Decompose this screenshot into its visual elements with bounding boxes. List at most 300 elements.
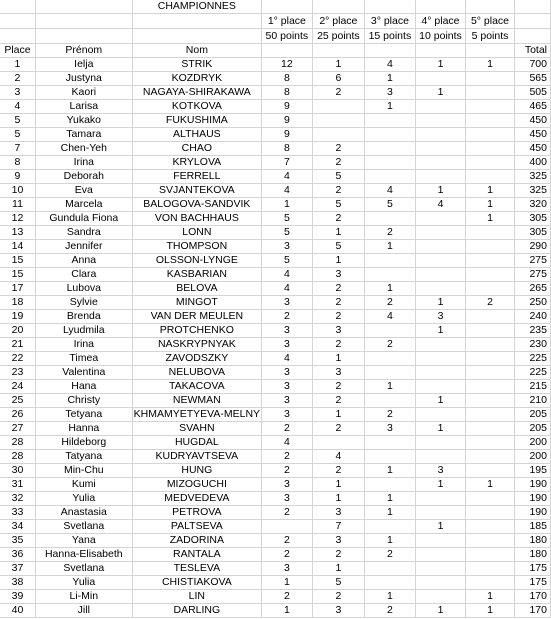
second-place-count-cell[interactable]: 3 — [312, 366, 364, 380]
first-place-count-cell[interactable]: 3 — [262, 408, 313, 422]
fifth-place-count-cell[interactable] — [466, 492, 514, 506]
first-name-cell[interactable]: Kumi — [35, 478, 132, 492]
last-name-cell[interactable]: NASKRYPNYAK — [132, 338, 261, 352]
second-place-count-cell[interactable]: 2 — [312, 282, 364, 296]
total-cell[interactable]: 205 — [514, 408, 550, 422]
third-place-count-cell[interactable]: 3 — [365, 422, 416, 436]
total-cell[interactable]: 505 — [514, 86, 550, 100]
place-cell[interactable]: 21 — [0, 338, 35, 352]
third-place-count-cell[interactable]: 5 — [365, 198, 416, 212]
first-place-count-cell[interactable] — [262, 520, 313, 534]
first-place-count-cell[interactable]: 3 — [262, 394, 313, 408]
third-place-count-cell[interactable]: 1 — [365, 282, 416, 296]
first-name-cell[interactable]: Chen-Yeh — [35, 142, 132, 156]
cell-blank[interactable] — [0, 14, 35, 29]
fourth-place-count-cell[interactable] — [415, 226, 466, 240]
place-header-1[interactable]: 1° place — [262, 14, 313, 29]
total-cell[interactable]: 565 — [514, 72, 550, 86]
place-cell[interactable]: 4 — [0, 100, 35, 114]
second-place-count-cell[interactable]: 5 — [312, 198, 364, 212]
place-cell[interactable]: 34 — [0, 520, 35, 534]
last-name-cell[interactable]: LIN — [132, 590, 261, 604]
cell-blank[interactable] — [35, 29, 132, 44]
first-place-count-cell[interactable]: 4 — [262, 184, 313, 198]
fourth-place-count-cell[interactable]: 3 — [415, 464, 466, 478]
first-name-cell[interactable]: Min-Chu — [35, 464, 132, 478]
fifth-place-count-cell[interactable] — [466, 254, 514, 268]
fourth-place-count-cell[interactable] — [415, 436, 466, 450]
fifth-place-count-cell[interactable]: 1 — [466, 212, 514, 226]
first-name-cell[interactable]: Larisa — [35, 100, 132, 114]
fourth-place-count-cell[interactable] — [415, 352, 466, 366]
last-name-cell[interactable]: KASBARIAN — [132, 268, 261, 282]
fifth-place-count-cell[interactable]: 1 — [466, 198, 514, 212]
last-name-cell[interactable]: BELOVA — [132, 282, 261, 296]
place-cell[interactable]: 36 — [0, 548, 35, 562]
second-place-count-cell[interactable] — [312, 114, 364, 128]
fifth-place-count-cell[interactable] — [466, 156, 514, 170]
second-place-count-cell[interactable]: 1 — [312, 352, 364, 366]
fifth-place-count-cell[interactable] — [466, 450, 514, 464]
first-place-count-cell[interactable]: 1 — [262, 576, 313, 590]
first-name-cell[interactable]: Jennifer — [35, 240, 132, 254]
fourth-place-count-cell[interactable] — [415, 170, 466, 184]
third-place-count-cell[interactable] — [365, 114, 416, 128]
fifth-place-count-cell[interactable] — [466, 268, 514, 282]
last-name-column-header[interactable]: Nom — [132, 44, 261, 58]
last-name-cell[interactable]: KOZDRYK — [132, 72, 261, 86]
second-place-count-cell[interactable]: 2 — [312, 380, 364, 394]
fourth-place-count-cell[interactable] — [415, 282, 466, 296]
fourth-place-count-cell[interactable] — [415, 506, 466, 520]
fourth-place-count-cell[interactable]: 1 — [415, 422, 466, 436]
first-name-cell[interactable]: Marcela — [35, 198, 132, 212]
cell-blank[interactable] — [365, 44, 416, 58]
place-cell[interactable]: 27 — [0, 422, 35, 436]
first-place-count-cell[interactable]: 4 — [262, 268, 313, 282]
place-cell[interactable]: 7 — [0, 142, 35, 156]
place-cell[interactable]: 9 — [0, 170, 35, 184]
first-place-count-cell[interactable]: 4 — [262, 436, 313, 450]
fifth-place-count-cell[interactable] — [466, 114, 514, 128]
total-cell[interactable]: 180 — [514, 534, 550, 548]
first-place-count-cell[interactable]: 5 — [262, 254, 313, 268]
last-name-cell[interactable]: ZADORINA — [132, 534, 261, 548]
first-name-cell[interactable]: Tetyana — [35, 408, 132, 422]
last-name-cell[interactable]: ALTHAUS — [132, 128, 261, 142]
last-name-cell[interactable]: HUNG — [132, 464, 261, 478]
third-place-count-cell[interactable]: 4 — [365, 310, 416, 324]
fifth-place-count-cell[interactable] — [466, 408, 514, 422]
last-name-cell[interactable]: MIZOGUCHI — [132, 478, 261, 492]
total-cell[interactable]: 400 — [514, 156, 550, 170]
third-place-count-cell[interactable]: 2 — [365, 296, 416, 310]
fourth-place-count-cell[interactable] — [415, 100, 466, 114]
second-place-count-cell[interactable]: 2 — [312, 184, 364, 198]
total-cell[interactable]: 240 — [514, 310, 550, 324]
fourth-place-count-cell[interactable]: 4 — [415, 198, 466, 212]
second-place-count-cell[interactable]: 2 — [312, 310, 364, 324]
fourth-place-count-cell[interactable]: 1 — [415, 324, 466, 338]
total-cell[interactable]: 290 — [514, 240, 550, 254]
third-place-count-cell[interactable]: 1 — [365, 590, 416, 604]
second-place-count-cell[interactable]: 7 — [312, 520, 364, 534]
first-place-count-cell[interactable]: 2 — [262, 548, 313, 562]
place-cell[interactable]: 40 — [0, 604, 35, 618]
third-place-count-cell[interactable]: 1 — [365, 240, 416, 254]
total-cell[interactable]: 190 — [514, 492, 550, 506]
first-place-count-cell[interactable]: 9 — [262, 114, 313, 128]
fourth-place-count-cell[interactable] — [415, 408, 466, 422]
total-cell[interactable]: 700 — [514, 58, 550, 72]
first-name-cell[interactable]: Irina — [35, 338, 132, 352]
second-place-count-cell[interactable]: 5 — [312, 240, 364, 254]
third-place-count-cell[interactable] — [365, 268, 416, 282]
first-place-count-cell[interactable]: 4 — [262, 282, 313, 296]
cell-blank[interactable] — [0, 0, 35, 14]
cell-blank[interactable] — [35, 0, 132, 14]
third-place-count-cell[interactable] — [365, 450, 416, 464]
first-place-count-cell[interactable]: 3 — [262, 296, 313, 310]
last-name-cell[interactable]: VON BACHHAUS — [132, 212, 261, 226]
third-place-count-cell[interactable] — [365, 170, 416, 184]
last-name-cell[interactable]: PALTSEVA — [132, 520, 261, 534]
first-name-cell[interactable]: Lyudmila — [35, 324, 132, 338]
third-place-count-cell[interactable]: 1 — [365, 72, 416, 86]
third-place-count-cell[interactable] — [365, 352, 416, 366]
first-place-count-cell[interactable]: 8 — [262, 142, 313, 156]
second-place-count-cell[interactable]: 2 — [312, 156, 364, 170]
total-cell[interactable]: 250 — [514, 296, 550, 310]
first-place-count-cell[interactable]: 3 — [262, 562, 313, 576]
last-name-cell[interactable]: MEDVEDEVA — [132, 492, 261, 506]
place-cell[interactable]: 3 — [0, 86, 35, 100]
first-place-count-cell[interactable]: 3 — [262, 324, 313, 338]
place-cell[interactable]: 8 — [0, 156, 35, 170]
first-place-count-cell[interactable]: 2 — [262, 590, 313, 604]
fourth-place-count-cell[interactable] — [415, 590, 466, 604]
total-cell[interactable]: 190 — [514, 478, 550, 492]
fourth-place-count-cell[interactable] — [415, 366, 466, 380]
second-place-count-cell[interactable]: 4 — [312, 450, 364, 464]
third-place-count-cell[interactable]: 1 — [365, 534, 416, 548]
place-cell[interactable]: 30 — [0, 464, 35, 478]
place-cell[interactable]: 32 — [0, 492, 35, 506]
last-name-cell[interactable]: BALOGOVA-SANDVIK — [132, 198, 261, 212]
fifth-place-count-cell[interactable] — [466, 562, 514, 576]
first-name-cell[interactable]: Anastasia — [35, 506, 132, 520]
total-cell[interactable]: 305 — [514, 212, 550, 226]
second-place-count-cell[interactable]: 2 — [312, 464, 364, 478]
cell-blank[interactable] — [312, 44, 364, 58]
place-cell[interactable]: 15 — [0, 268, 35, 282]
first-name-cell[interactable]: Timea — [35, 352, 132, 366]
fifth-place-count-cell[interactable] — [466, 394, 514, 408]
third-place-count-cell[interactable]: 4 — [365, 184, 416, 198]
first-name-cell[interactable]: Deborah — [35, 170, 132, 184]
fourth-place-count-cell[interactable]: 1 — [415, 296, 466, 310]
first-name-cell[interactable]: Yulia — [35, 576, 132, 590]
fourth-place-count-cell[interactable] — [415, 156, 466, 170]
cell-blank[interactable] — [0, 29, 35, 44]
first-place-count-cell[interactable]: 3 — [262, 380, 313, 394]
last-name-cell[interactable]: MINGOT — [132, 296, 261, 310]
last-name-cell[interactable]: PROTCHENKO — [132, 324, 261, 338]
first-place-count-cell[interactable]: 12 — [262, 58, 313, 72]
cell-blank[interactable] — [365, 0, 416, 14]
first-place-count-cell[interactable]: 2 — [262, 422, 313, 436]
fifth-place-count-cell[interactable] — [466, 226, 514, 240]
fifth-place-count-cell[interactable] — [466, 240, 514, 254]
total-cell[interactable]: 190 — [514, 506, 550, 520]
second-place-count-cell[interactable]: 1 — [312, 492, 364, 506]
third-place-count-cell[interactable] — [365, 478, 416, 492]
fifth-place-count-cell[interactable] — [466, 310, 514, 324]
fourth-place-count-cell[interactable] — [415, 492, 466, 506]
place-cell[interactable]: 28 — [0, 450, 35, 464]
total-cell[interactable]: 210 — [514, 394, 550, 408]
total-cell[interactable]: 450 — [514, 142, 550, 156]
third-place-count-cell[interactable]: 1 — [365, 506, 416, 520]
last-name-cell[interactable]: DARLING — [132, 604, 261, 618]
first-place-count-cell[interactable]: 5 — [262, 226, 313, 240]
second-place-count-cell[interactable]: 5 — [312, 576, 364, 590]
cell-blank[interactable] — [132, 14, 261, 29]
second-place-count-cell[interactable]: 2 — [312, 548, 364, 562]
fifth-place-count-cell[interactable] — [466, 352, 514, 366]
last-name-cell[interactable]: TAKACOVA — [132, 380, 261, 394]
fifth-place-count-cell[interactable] — [466, 520, 514, 534]
last-name-cell[interactable]: SVJANTEKOVA — [132, 184, 261, 198]
first-place-count-cell[interactable]: 1 — [262, 604, 313, 618]
place-cell[interactable]: 23 — [0, 366, 35, 380]
cell-blank[interactable] — [132, 29, 261, 44]
place-cell[interactable]: 20 — [0, 324, 35, 338]
first-name-cell[interactable]: Anna — [35, 254, 132, 268]
second-place-count-cell[interactable]: 3 — [312, 324, 364, 338]
second-place-count-cell[interactable]: 1 — [312, 408, 364, 422]
last-name-cell[interactable]: SVAHN — [132, 422, 261, 436]
third-place-count-cell[interactable]: 3 — [365, 86, 416, 100]
sheet-title[interactable]: CHAMPIONNES — [132, 0, 261, 14]
first-place-count-cell[interactable]: 4 — [262, 352, 313, 366]
total-cell[interactable]: 275 — [514, 268, 550, 282]
last-name-cell[interactable]: PETROVA — [132, 506, 261, 520]
place-cell[interactable]: 17 — [0, 282, 35, 296]
second-place-count-cell[interactable]: 3 — [312, 506, 364, 520]
total-cell[interactable]: 180 — [514, 548, 550, 562]
first-place-count-cell[interactable]: 1 — [262, 198, 313, 212]
total-cell[interactable]: 230 — [514, 338, 550, 352]
second-place-count-cell[interactable] — [312, 128, 364, 142]
second-place-count-cell[interactable]: 2 — [312, 590, 364, 604]
second-place-count-cell[interactable]: 6 — [312, 72, 364, 86]
first-place-count-cell[interactable]: 3 — [262, 338, 313, 352]
second-place-count-cell[interactable]: 2 — [312, 394, 364, 408]
place-cell[interactable]: 22 — [0, 352, 35, 366]
place-cell[interactable]: 28 — [0, 436, 35, 450]
place-header-4[interactable]: 4° place — [415, 14, 466, 29]
total-cell[interactable]: 450 — [514, 114, 550, 128]
first-name-cell[interactable]: Yulia — [35, 492, 132, 506]
first-name-cell[interactable]: Svetlana — [35, 562, 132, 576]
third-place-count-cell[interactable]: 1 — [365, 100, 416, 114]
third-place-count-cell[interactable]: 2 — [365, 604, 416, 618]
last-name-cell[interactable]: FERRELL — [132, 170, 261, 184]
fourth-place-count-cell[interactable] — [415, 254, 466, 268]
third-place-count-cell[interactable]: 1 — [365, 492, 416, 506]
fourth-place-count-cell[interactable] — [415, 450, 466, 464]
fourth-place-count-cell[interactable]: 1 — [415, 604, 466, 618]
fourth-place-count-cell[interactable]: 1 — [415, 478, 466, 492]
place-cell[interactable]: 38 — [0, 576, 35, 590]
fifth-place-count-cell[interactable] — [466, 142, 514, 156]
first-name-cell[interactable]: Hanna — [35, 422, 132, 436]
fourth-place-count-cell[interactable]: 1 — [415, 58, 466, 72]
first-name-cell[interactable]: Irina — [35, 156, 132, 170]
first-name-cell[interactable]: Yana — [35, 534, 132, 548]
place-cell[interactable]: 25 — [0, 394, 35, 408]
place-cell[interactable]: 15 — [0, 254, 35, 268]
place-cell[interactable]: 35 — [0, 534, 35, 548]
place-cell[interactable]: 37 — [0, 562, 35, 576]
first-name-cell[interactable]: Sylvie — [35, 296, 132, 310]
last-name-cell[interactable]: CHAO — [132, 142, 261, 156]
place-cell[interactable]: 5 — [0, 128, 35, 142]
first-place-count-cell[interactable]: 5 — [262, 212, 313, 226]
place-header-2[interactable]: 2° place — [312, 14, 364, 29]
fifth-place-count-cell[interactable] — [466, 100, 514, 114]
place-cell[interactable]: 11 — [0, 198, 35, 212]
cell-blank[interactable] — [312, 0, 364, 14]
fourth-place-count-cell[interactable] — [415, 548, 466, 562]
total-cell[interactable]: 305 — [514, 226, 550, 240]
total-cell[interactable]: 175 — [514, 562, 550, 576]
second-place-count-cell[interactable]: 1 — [312, 562, 364, 576]
place-header-5[interactable]: 5° place — [466, 14, 514, 29]
fifth-place-count-cell[interactable] — [466, 380, 514, 394]
first-name-cell[interactable]: Eva — [35, 184, 132, 198]
place-column-header[interactable]: Place — [0, 44, 35, 58]
last-name-cell[interactable]: KUDRYAVTSEVA — [132, 450, 261, 464]
place-cell[interactable]: 39 — [0, 590, 35, 604]
third-place-count-cell[interactable] — [365, 324, 416, 338]
fifth-place-count-cell[interactable]: 2 — [466, 296, 514, 310]
fourth-place-count-cell[interactable] — [415, 268, 466, 282]
total-column-header[interactable]: Total — [514, 44, 550, 58]
first-name-cell[interactable]: Yukako — [35, 114, 132, 128]
third-place-count-cell[interactable] — [365, 394, 416, 408]
place-cell[interactable]: 33 — [0, 506, 35, 520]
place-cell[interactable]: 1 — [0, 58, 35, 72]
total-cell[interactable]: 320 — [514, 198, 550, 212]
second-place-count-cell[interactable]: 3 — [312, 534, 364, 548]
third-place-count-cell[interactable] — [365, 142, 416, 156]
last-name-cell[interactable]: LONN — [132, 226, 261, 240]
last-name-cell[interactable]: THOMPSON — [132, 240, 261, 254]
fifth-place-count-cell[interactable] — [466, 338, 514, 352]
total-cell[interactable]: 465 — [514, 100, 550, 114]
fifth-place-count-cell[interactable]: 1 — [466, 184, 514, 198]
second-place-count-cell[interactable]: 1 — [312, 58, 364, 72]
third-place-count-cell[interactable] — [365, 212, 416, 226]
place-cell[interactable]: 13 — [0, 226, 35, 240]
first-place-count-cell[interactable]: 2 — [262, 534, 313, 548]
total-cell[interactable]: 450 — [514, 128, 550, 142]
first-place-count-cell[interactable]: 2 — [262, 506, 313, 520]
third-place-count-cell[interactable] — [365, 436, 416, 450]
first-name-cell[interactable]: Ielja — [35, 58, 132, 72]
first-name-cell[interactable]: Valentina — [35, 366, 132, 380]
cell-blank[interactable] — [514, 14, 550, 29]
third-place-count-cell[interactable]: 4 — [365, 58, 416, 72]
first-place-count-cell[interactable]: 3 — [262, 366, 313, 380]
first-name-cell[interactable]: Clara — [35, 268, 132, 282]
last-name-cell[interactable]: FUKUSHIMA — [132, 114, 261, 128]
first-name-cell[interactable]: Tamara — [35, 128, 132, 142]
first-name-cell[interactable]: Lubova — [35, 282, 132, 296]
third-place-count-cell[interactable] — [365, 576, 416, 590]
cell-blank[interactable] — [262, 0, 313, 14]
cell-blank[interactable] — [514, 29, 550, 44]
first-name-cell[interactable]: Tatyana — [35, 450, 132, 464]
fifth-place-count-cell[interactable] — [466, 576, 514, 590]
first-place-count-cell[interactable]: 8 — [262, 72, 313, 86]
fifth-place-count-cell[interactable] — [466, 366, 514, 380]
fourth-place-count-cell[interactable] — [415, 114, 466, 128]
second-place-count-cell[interactable]: 1 — [312, 478, 364, 492]
third-place-count-cell[interactable]: 2 — [365, 548, 416, 562]
place-cell[interactable]: 18 — [0, 296, 35, 310]
cell-blank[interactable] — [415, 0, 466, 14]
fifth-place-count-cell[interactable] — [466, 128, 514, 142]
first-place-count-cell[interactable]: 7 — [262, 156, 313, 170]
fourth-place-count-cell[interactable]: 1 — [415, 86, 466, 100]
fourth-place-count-cell[interactable]: 1 — [415, 184, 466, 198]
last-name-cell[interactable]: KRYLOVA — [132, 156, 261, 170]
total-cell[interactable]: 325 — [514, 184, 550, 198]
total-cell[interactable]: 265 — [514, 282, 550, 296]
second-place-count-cell[interactable]: 2 — [312, 212, 364, 226]
fourth-place-count-cell[interactable] — [415, 338, 466, 352]
third-place-count-cell[interactable]: 1 — [365, 464, 416, 478]
fifth-place-count-cell[interactable]: 1 — [466, 478, 514, 492]
first-name-cell[interactable]: Li-Min — [35, 590, 132, 604]
second-place-count-cell[interactable] — [312, 100, 364, 114]
third-place-count-cell[interactable]: 2 — [365, 338, 416, 352]
total-cell[interactable]: 225 — [514, 366, 550, 380]
total-cell[interactable]: 325 — [514, 170, 550, 184]
fourth-place-count-cell[interactable] — [415, 534, 466, 548]
fifth-place-count-cell[interactable] — [466, 548, 514, 562]
cell-blank[interactable] — [415, 44, 466, 58]
first-name-cell[interactable]: Kaori — [35, 86, 132, 100]
fourth-place-count-cell[interactable]: 3 — [415, 310, 466, 324]
fourth-place-count-cell[interactable] — [415, 380, 466, 394]
fourth-place-count-cell[interactable] — [415, 562, 466, 576]
last-name-cell[interactable]: ZAVODSZKY — [132, 352, 261, 366]
fourth-place-count-cell[interactable] — [415, 240, 466, 254]
first-name-cell[interactable]: Brenda — [35, 310, 132, 324]
third-place-count-cell[interactable] — [365, 366, 416, 380]
first-place-count-cell[interactable]: 2 — [262, 464, 313, 478]
fifth-place-count-cell[interactable]: 1 — [466, 58, 514, 72]
third-place-count-cell[interactable] — [365, 520, 416, 534]
place-cell[interactable]: 5 — [0, 114, 35, 128]
last-name-cell[interactable]: TESLEVA — [132, 562, 261, 576]
third-place-count-cell[interactable] — [365, 254, 416, 268]
second-place-count-cell[interactable]: 2 — [312, 338, 364, 352]
